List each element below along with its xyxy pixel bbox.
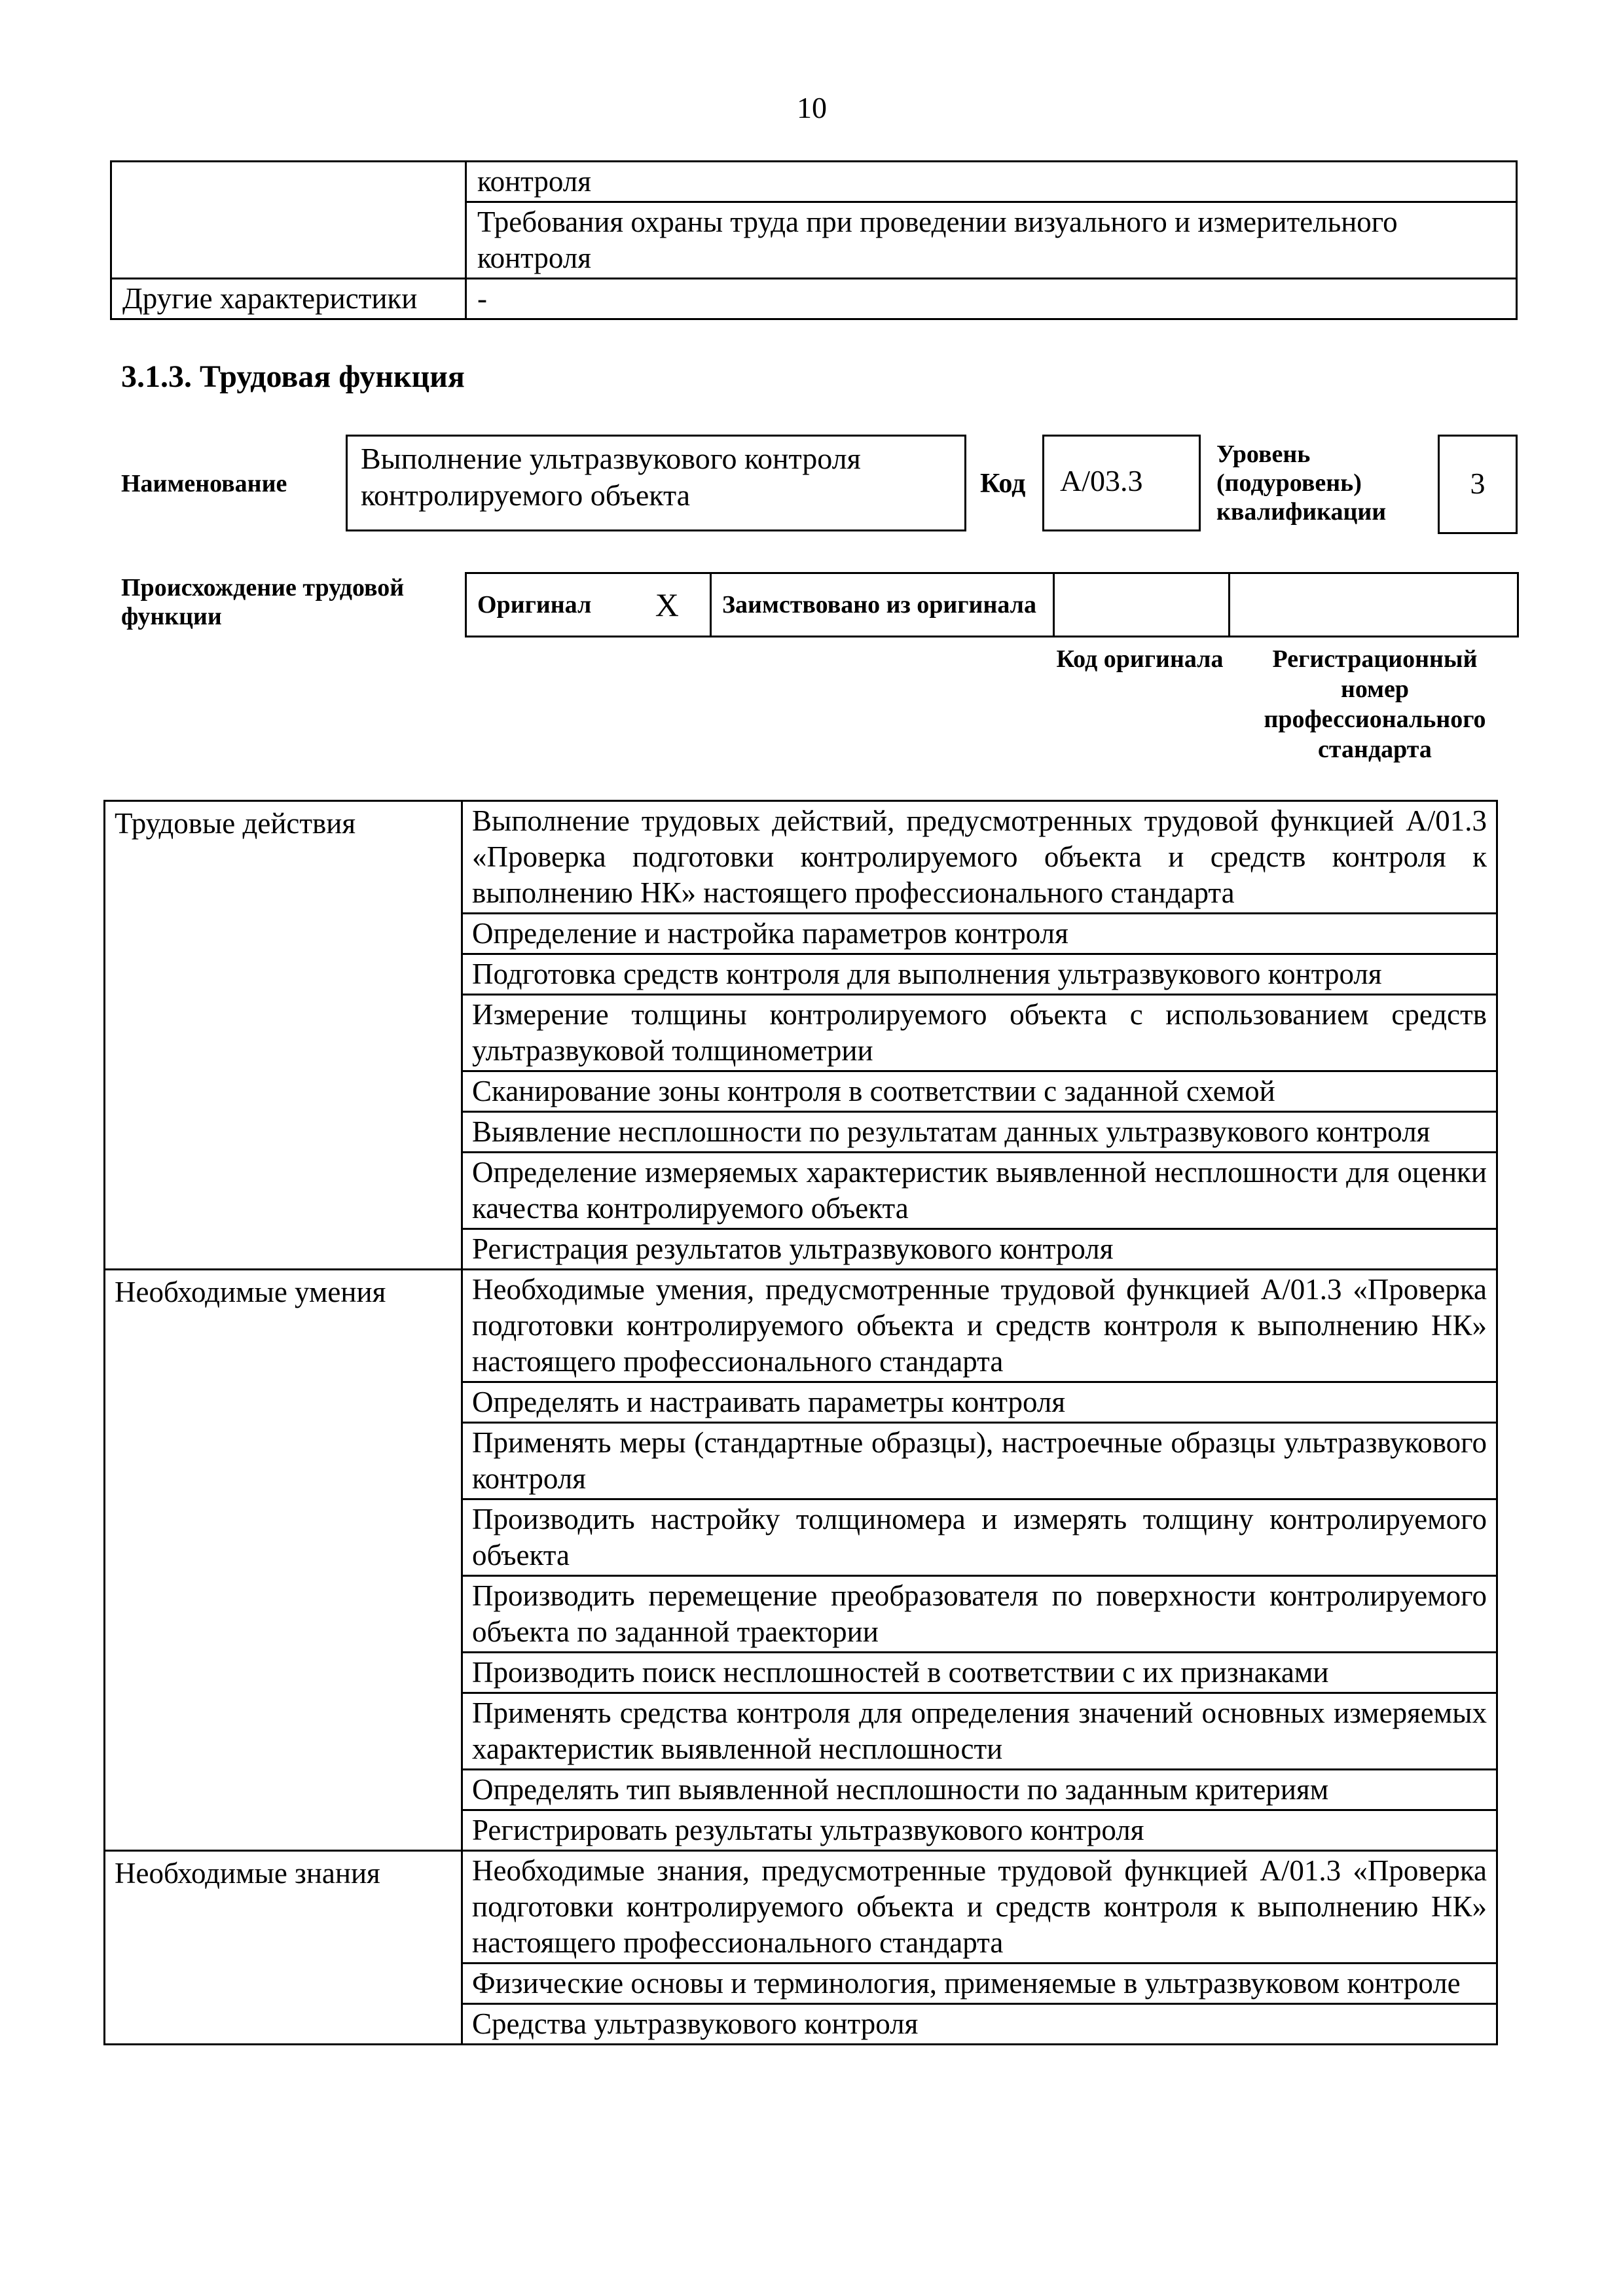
list-item: Производить поиск несплошностей в соответствии с их признаками: [462, 1653, 1497, 1693]
table-row: [466, 573, 1518, 637]
list-item: Определение и настройка параметров контроля: [462, 914, 1497, 954]
level-label: Уровень (подуровень) квалификации: [1216, 440, 1387, 526]
name-box: [346, 435, 966, 531]
list-item: Применять меры (стандартные образцы), настроечные образцы ультразвукового контроля: [462, 1423, 1497, 1499]
list-item: Регистрировать результаты ультразвукового контроля: [462, 1810, 1497, 1851]
list-item: Применять средства контроля для определения значений основных измеряемых характеристик выявленной несплошности: [462, 1693, 1497, 1770]
list-item: Определение измеряемых характеристик выявленной несплошности для оценки качества контролируемого объекта: [462, 1153, 1497, 1229]
table-row: [111, 279, 1517, 319]
list-item: Выполнение трудовых действий, предусмотренных трудовой функцией А/01.3 «Проверка подготовки контролируемого объекта и средств контроля к выполнению НК» настоящего профессионального стандарта: [462, 801, 1497, 914]
list-item: Измерение толщины контролируемого объекта с использованием средств ультразвуковой толщинометрии: [462, 995, 1497, 1071]
list-item: Производить перемещение преобразователя по поверхности контролируемого объекта по заданной траектории: [462, 1576, 1497, 1653]
code-box: [1042, 435, 1201, 531]
original-code-cell: [1054, 573, 1230, 637]
page-number: 10: [797, 91, 827, 124]
original-mark: X: [625, 573, 711, 637]
table-cell-text: контроля: [466, 162, 1517, 202]
table-row: [105, 1851, 1497, 1964]
code-value: А/03.3: [1060, 464, 1143, 497]
category-required-knowledge: Необходимые знания: [105, 1851, 462, 2045]
table-cell-text: -: [466, 279, 1517, 319]
category-labor-actions: Трудовые действия: [105, 801, 462, 1270]
top-characteristics-table: [110, 160, 1518, 320]
list-item: Средства ультразвукового контроля: [462, 2004, 1497, 2045]
level-value: 3: [1470, 467, 1486, 500]
table-row: [105, 801, 1497, 914]
borrowed-label: Заимствовано из оригинала: [711, 573, 1054, 637]
table-row: [111, 162, 1517, 202]
origin-table: [465, 572, 1519, 637]
list-item: Определять и настраивать параметры контроля: [462, 1382, 1497, 1423]
registration-number-caption: Регистрационный номер профессионального стандарта: [1264, 645, 1486, 763]
original-label: Оригинал: [466, 573, 625, 637]
table-row: [105, 1270, 1497, 1382]
labor-function-table: [103, 800, 1498, 2045]
original-code-caption: Код оригинала: [1056, 645, 1224, 673]
name-label: Наименование: [121, 470, 287, 497]
level-box: [1438, 435, 1518, 534]
list-item: Регистрация результатов ультразвукового контроля: [462, 1229, 1497, 1270]
origin-label: Происхождение трудовой функции: [121, 574, 405, 630]
list-item: Физические основы и терминология, применяемые в ультразвуковом контроле: [462, 1964, 1497, 2004]
table-cell-label: Другие характеристики: [111, 279, 466, 319]
list-item: Подготовка средств контроля для выполнения ультразвукового контроля: [462, 954, 1497, 995]
list-item: Сканирование зоны контроля в соответствии с заданной схемой: [462, 1071, 1497, 1112]
list-item: Определять тип выявленной несплошности по заданным критериям: [462, 1770, 1497, 1810]
category-required-skills: Необходимые умения: [105, 1270, 462, 1851]
code-label: Код: [980, 469, 1026, 499]
list-item: Выявление несплошности по результатам данных ультразвукового контроля: [462, 1112, 1497, 1153]
list-item: Необходимые умения, предусмотренные трудовой функцией А/01.3 «Проверка подготовки контролируемого объекта и средств контроля к выполнению НК» настоящего профессионального стандарта: [462, 1270, 1497, 1382]
registration-number-cell: [1230, 573, 1518, 637]
table-cell-label: [111, 162, 466, 279]
name-value: Выполнение ультразвукового контроля контролируемого объекта: [361, 442, 861, 512]
table-cell-text: Требования охраны труда при проведении визуального и измерительного контроля: [466, 202, 1517, 279]
list-item: Производить настройку толщиномера и измерять толщину контролируемого объекта: [462, 1499, 1497, 1576]
list-item: Необходимые знания, предусмотренные трудовой функцией А/01.3 «Проверка подготовки контролируемого объекта и средств контроля к выполнению НК» настоящего профессионального стандарта: [462, 1851, 1497, 1964]
section-title: 3.1.3. Трудовая функция: [121, 359, 465, 394]
